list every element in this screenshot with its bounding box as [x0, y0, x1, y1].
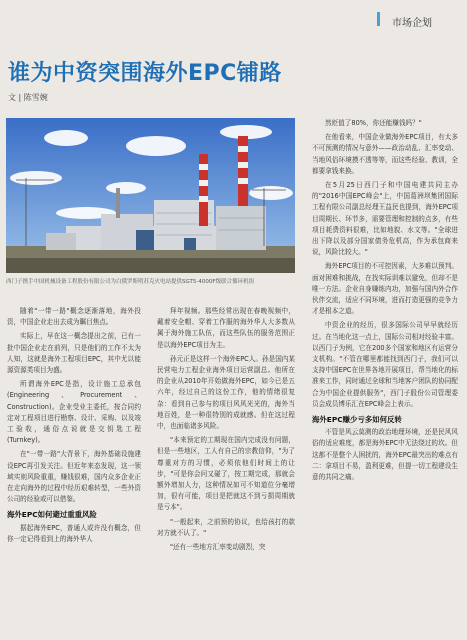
text-column-1 — [7, 306, 141, 636]
paragraph: "本来预定的工期现在国内完成没有问题，但是一些地区，工人有自己的宗教信仰，"为了尊重对方的习惯，必须依他们时间上的让步，"可是你会问又碰了，按工期完成，那就会额外增加人力，这种情况如可不知道位分毫增加，很有可能，项目是把就这不到亏损周期就是亏本"。 — [157, 436, 295, 512]
section-heading: 海外EPC如何避过重重风险 — [7, 510, 97, 520]
paragraph: 中资企业的经历，很多国际公司早早就经历过。在当地化这一点上，国际公司相对经验丰富。以西门子为例，它在200多个国家和地区有运营分支机构。"不管在哪里都能找到西门子，我们可以支持中国EPC在世界各地开展项目，帮当地化的标准来工作，同时通过全球和当地客户团队的协同配合为中国企业提供服务"，西门子股份公司管理委员会成员博乐汇在EPC峰会上表示。 — [312, 321, 458, 408]
paragraph: 实际上，早在这一概念提出之前，已有一批中国企业走在前列，只是他们的工作不太为人知，这就是海外工程项目EPC，其中尤以能源资源类项目为盛。 — [7, 332, 141, 375]
section-label: 市场企划 — [392, 18, 432, 29]
paragraph: 孙元正是这样一个海外EPC人。孙是国内某民营电力工程企业海外项目运营副总。他所在的企业从2010年开始做海外EPC，如今已是五六年，经过自己的这份工作，他的情绪很复杂：看到自己参与的项目风风光光的，海外当地百姓，是一种很特别的成就感。但在这过程中，也面临诸多风险。 — [157, 354, 295, 431]
paragraph: 随着"一带一路"概念逐渐落地，海外投资，中国企业走出去成为瞩目焦点。 — [7, 307, 141, 327]
paragraph: 然贬值了80%，你还能赚钱吗？" — [325, 119, 422, 127]
article-byline: 文 | 陈雪婉 — [8, 93, 48, 102]
section-marker — [377, 12, 380, 26]
paragraph: 据起海外EPC，普通人或许没有概念，但你一定记得看到上的海外华人 — [7, 523, 141, 543]
paragraph: 拜年视频。那些经常出现在春晚视频中，戴着安全帽、穿着工作服的海外华人大多数从属于海外施工队伍，而这些队伍的服务范围正是以海外EPC项目为主。 — [157, 307, 295, 349]
power-plant-photo — [6, 118, 295, 273]
article-title: 谁为中资突围海外EPC铺路 — [8, 61, 282, 86]
text-column-2 — [157, 306, 295, 636]
section-heading: 海外EPC赚少亏多如何反转 — [312, 415, 402, 425]
paragraph: 不管是风云莫测的政治地理环境，还是民风风俗的适应难度，都是海外EPC中无法绕过的坎。但这都不是整个人困扰的，海外EPC最突出的难点有二：拿项目不易，盈利更难，但提一切工程建设生意的共同之痛。 — [312, 428, 458, 482]
photo-caption: 西门子携手中国机械设备工程股份有限公司为白俄罗斯明苏克火电站提供SGT5-4000F级联合循环机组 — [6, 279, 255, 285]
paragraph: 海外EPC项目的不可控因素，大多难以预判。面对困难和挑战，在找实际训难以避免，但却不是唯一方法。企业自身嫌练内功，加强与国内外合作伙伴交流，适应不同环境，进而打造更强的竞争力才是根本之道。 — [312, 262, 458, 316]
paragraph: "一般起来，之前预的协议，也给孩打的款对方就不认了。" — [157, 517, 295, 537]
paragraph: 在5月25日西门子和中国电建共同主办的"2016中国EPC峰会"上，中国葛洲坝集团国际工程有限公司副总经理王益民也提到，海外EPC项目周期长、环节多，需要管理和控制的点多，有些项目耗费资料很难，比如地貌、水文等。"全球进出下降以及部分国家债务危机高，作为承包商来说，风险比较大。" — [312, 181, 458, 257]
paragraph: 所谓海外EPC是指，设计施工总承包(Engineering、Procurement、Construction)。企业受业主委托，按合同约定对工程项目进行勘察、设计、采购、以及竣工验收，通俗点说就是交钥匙工程(Turnkey)。 — [7, 380, 141, 445]
paragraph: "还有一些地方汇率变动剧烈，突 — [170, 543, 266, 552]
power-plant-illustration — [6, 118, 295, 273]
paragraph: 在他看来，中国企业做海外EPC项目，有太多不可预测的情况与意外——政治动乱、汇率变动、当地风俗环境摸不透等等，而这些经验、教训，全都要拿钱来换。 — [312, 133, 458, 175]
text-column-3 — [312, 118, 458, 636]
paragraph: 在"一带一路"大背景下，海外基础设施建设EPC再引发关注。但近年来态发现，这一领域实则风险重重，赚钱很难，国内众多企业正在走向海外的过程中经历艰难转型，一些外资公司的经验或可以借鉴。 — [7, 450, 141, 504]
